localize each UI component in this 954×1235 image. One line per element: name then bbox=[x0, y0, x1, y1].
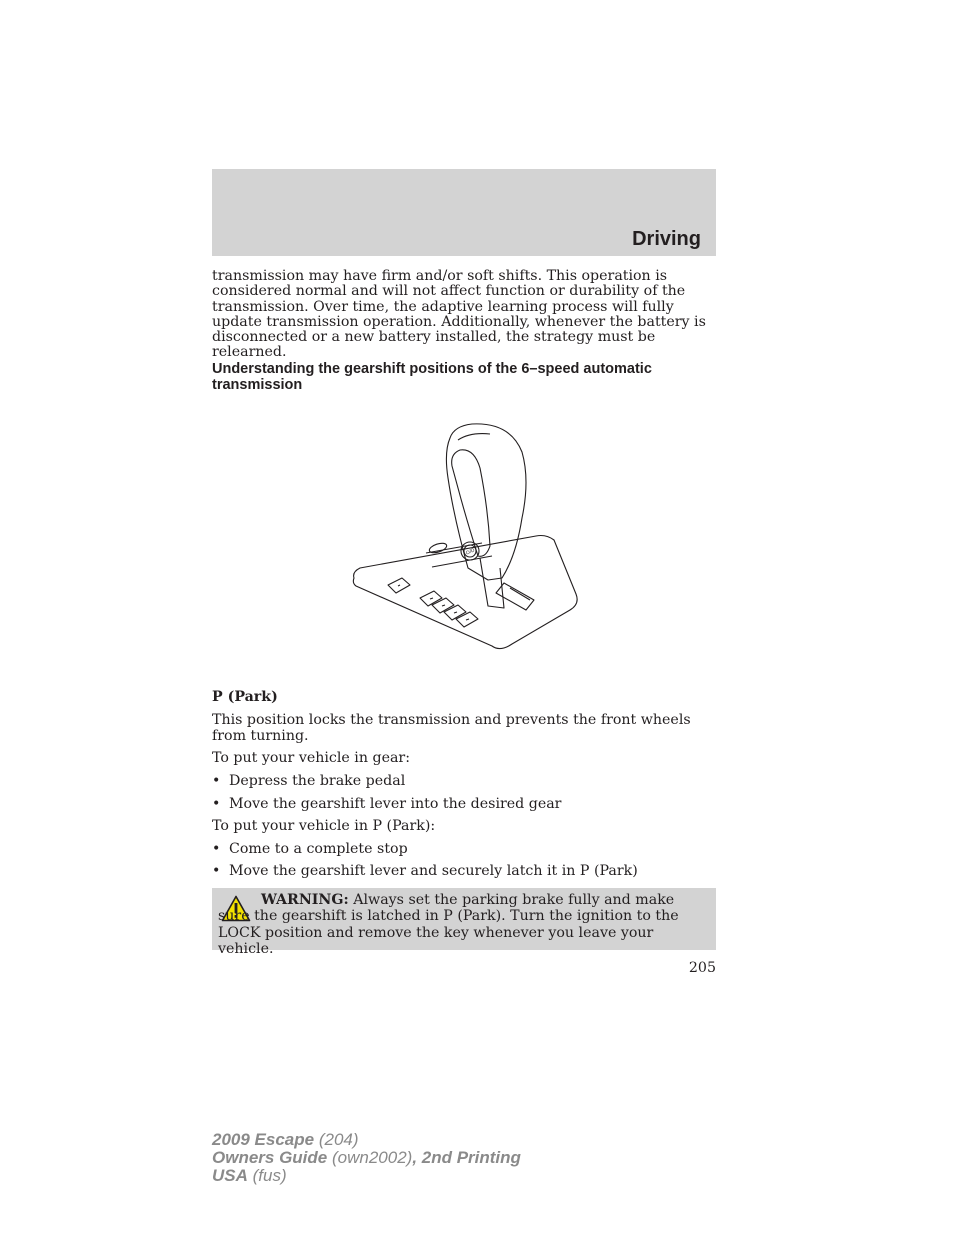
park-intro: To put your vehicle in P (Park): bbox=[212, 818, 436, 834]
warning-body: Always set the parking brake fully and make sure the gearshift is latched in P (Park). Turn the ignition to the LOCK position and remove the key whenever you leave your vehicle. bbox=[218, 892, 679, 957]
footer bbox=[212, 1131, 521, 1185]
warning-text bbox=[218, 892, 708, 957]
bullet-icon: • bbox=[212, 796, 221, 812]
warning-label: WARNING: bbox=[261, 892, 349, 908]
park-description: This position locks the transmission and prevents the front wheels from turning. bbox=[212, 712, 691, 744]
gearshift-illustration bbox=[340, 418, 590, 668]
bullet-icon: • bbox=[212, 773, 221, 789]
warning-box bbox=[212, 888, 716, 957]
bullet-icon: • bbox=[212, 863, 221, 879]
footer-line-2: Owners Guide (own2002), 2nd Printing bbox=[212, 1148, 521, 1167]
section-heading: Understanding the gearshift positions of the 6–speed automatic transmission bbox=[212, 361, 652, 393]
section-title: Driving bbox=[632, 228, 701, 250]
park-heading: P (Park) bbox=[212, 689, 278, 705]
intro-paragraph: transmission may have firm and/or soft shifts. This operation is considered normal and will not affect function or durability of the transmission. Over time, the adaptive learning process will fully update transmission operation. Additionally, whenever the battery is disconnected or a new battery installed, the strategy must be relearned. bbox=[212, 268, 706, 361]
page-number: 205 bbox=[688, 960, 716, 976]
footer-line-3: USA (fus) bbox=[212, 1166, 287, 1185]
footer-line-1: 2009 Escape (204) bbox=[212, 1130, 359, 1149]
bullet-icon: • bbox=[212, 841, 221, 857]
in-gear-intro: To put your vehicle in gear: bbox=[212, 750, 410, 766]
header-band bbox=[212, 169, 716, 256]
od-button-label: O/D bbox=[465, 547, 476, 557]
